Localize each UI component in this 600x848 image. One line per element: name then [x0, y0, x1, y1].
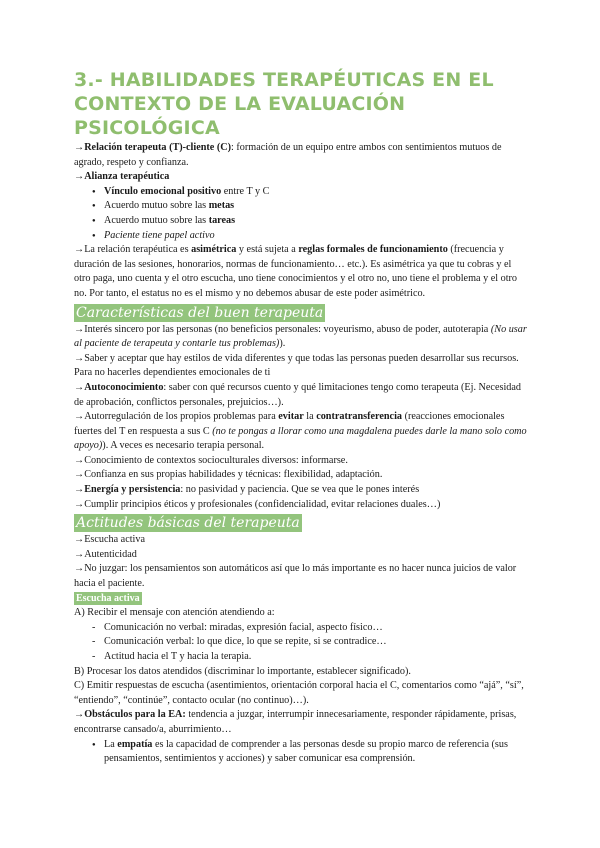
- alianza-paragraph: [74, 170, 530, 185]
- s1-p6-text: Confianza en sus propias habilidades y técnicas: flexibilidad, adaptación.: [84, 469, 383, 481]
- s1-p3-text: : saber con qué recursos cuento y qué limitaciones tengo como terapeuta (Ej. Necesidad de aprobación, conflictos personales, prejuicios…).: [74, 381, 521, 408]
- list-item: - Comunicación no verbal: miradas, expresión facial, aspecto físico…: [74, 621, 530, 636]
- arrow-icon: →: [74, 142, 85, 153]
- s2-item-text: Autenticidad: [84, 548, 137, 560]
- list-item-text: Acuerdo mutuo sobre las: [104, 200, 209, 212]
- s1-p7-text: : no pasividad y paciencia. Que se vea que le pones interés: [180, 484, 420, 496]
- s1-p8: [74, 498, 530, 513]
- list-item-italic: Paciente tiene papel activo: [104, 229, 215, 241]
- emp-text: es la capacidad de comprender a las personas desde su propio marco de referencia (sus pensamientos, sentimientos y acciones) y saber comunicar esa comprensión.: [104, 738, 508, 765]
- s1-p4-pre: Autorregulación de los propios problemas para: [84, 411, 279, 423]
- s1-p2-text: Saber y aceptar que hay estilos de vida diferentes y que todas las personas pueden desarrollar sus recursos. Para no hacerles dependientes emocionales de ti: [74, 352, 519, 379]
- subheading-escucha-activa: Escucha activa: [76, 592, 140, 604]
- relacion-paragraph: [74, 141, 530, 170]
- s2-item-text: Escucha activa: [84, 534, 145, 546]
- list-item: [74, 214, 530, 229]
- s2-item-1: [74, 533, 530, 548]
- s1-p4-mid: la: [303, 411, 317, 423]
- asim-bold-1: asimétrica: [191, 244, 237, 256]
- arrow-icon: →: [74, 352, 85, 364]
- list-item-text: entre T y C: [221, 185, 270, 197]
- obst-label: Obstáculos para la EA:: [84, 709, 186, 721]
- list-item: [74, 185, 530, 200]
- asim-bold-2: reglas formales de funcionamiento: [298, 244, 448, 256]
- empatia-list: [74, 738, 530, 767]
- arrow-icon: →: [74, 244, 85, 256]
- asim-mid: y está sujeta a: [236, 244, 299, 256]
- arrow-icon: →: [74, 411, 85, 423]
- s1-p1: [74, 323, 530, 352]
- list-item: [74, 738, 530, 767]
- asim-pre: La relación terapéutica es: [84, 244, 192, 256]
- s1-p7-bold: Energía y persistencia: [84, 484, 181, 496]
- page-title: 3.- HABILIDADES TERAPÉUTICAS EN EL CONTEXTO DE LA EVALUACIÓN PSICOLÓGICA: [74, 69, 494, 139]
- s1-p4-bold-1: evitar: [278, 411, 304, 423]
- arrow-icon: →: [74, 534, 85, 546]
- s2-p3-text: No juzgar: los pensamientos son automáticos así que lo más importante es no hacer nunca juicios de valor hacia el paciente.: [74, 563, 517, 590]
- s1-p8-text: Cumplir principios éticos y profesionales (confidencialidad, evitar relaciones duales…): [84, 498, 441, 510]
- s1-p1-text: Interés sincero por las personas (no beneficios personales: voyeurismo, abuso de poder, autoterapia: [84, 323, 491, 335]
- list-item-bold: tareas: [208, 214, 236, 226]
- alianza-label: Alianza terapéutica: [84, 171, 170, 183]
- list-item: - Comunicación verbal: lo que dice, lo que se repite, si se contradice…: [74, 635, 530, 650]
- arrow-icon: →: [74, 709, 85, 721]
- relacion-text: : formación de un equipo entre ambos con sentimientos mutuos de agrado, respeto y confianza.: [74, 142, 502, 168]
- list-item: [74, 229, 530, 244]
- alianza-list: [74, 185, 530, 243]
- list-item-bold: metas: [208, 200, 235, 212]
- s2-a: A) Recibir el mensaje con atención atendiendo a:: [74, 607, 275, 619]
- arrow-icon: →: [74, 469, 85, 481]
- asim-text: (frecuencia y duración de las sesiones, honorarios, normas de funcionamiento… etc.). Es asimétrica ya que tu cobras y el otro paga, uno cuenta y el otro escucha, uno tiene conocimientos y el otro no, uno tiene el problema y el otro no. Por tanto, el estatus no es el mismo y no debemos abusar de este poder asimétrico.: [74, 244, 518, 299]
- s1-p1-end: ).: [279, 338, 286, 350]
- s2-p3: [74, 562, 530, 591]
- s1-p3: [74, 381, 530, 410]
- s2-item-2: [74, 548, 530, 563]
- s1-p7: [74, 483, 530, 498]
- section-heading-actitudes: Actitudes básicas del terapeuta: [76, 515, 300, 532]
- s1-p4-bold-2: contratransferencia: [316, 411, 403, 423]
- section-heading-buen-terapeuta: Características del buen terapeuta: [76, 304, 324, 321]
- arrow-icon: →: [74, 381, 85, 393]
- list-item-text: Acuerdo mutuo sobre las: [104, 214, 209, 226]
- list-item-bold: Vínculo emocional positivo: [104, 185, 222, 197]
- s1-p4: [74, 410, 530, 454]
- arrow-icon: →: [74, 171, 85, 183]
- relacion-label: Relación terapeuta (T)-cliente (C): [84, 142, 232, 153]
- s2-c: C) Emitir respuestas de escucha (asentimientos, orientación corporal hacia el C, comentarios como “ajá”, “sí”, “entiendo”, “continúe”, contacto ocular (no continuo)…).: [74, 680, 524, 706]
- emp-bold: empatía: [117, 738, 153, 750]
- s1-p5-text: Conocimiento de contextos socioculturales diversos: informarse.: [84, 454, 348, 466]
- emp-pre: La: [104, 738, 118, 750]
- arrow-icon: →: [74, 454, 85, 466]
- list-item: [74, 199, 530, 214]
- arrow-icon: →: [74, 484, 85, 496]
- arrow-icon: →: [74, 548, 85, 560]
- s1-p4-end: ). A veces es necesario terapia personal.: [102, 440, 265, 452]
- list-item: - Actitud hacia el T y hacia la terapia.: [74, 650, 530, 665]
- obst-text: tendencia a juzgar, interrumpir innecesariamente, responder rápidamente, prisas, encontrarse cansado/a, aburrimiento…: [74, 709, 517, 735]
- s2-obstaculos: [74, 708, 530, 737]
- s1-p4-text: (reacciones emocionales fuertes del T en respuesta a sus C: [74, 411, 505, 437]
- arrow-icon: →: [74, 563, 85, 575]
- s2-b: B) Procesar los datos atendidos (discriminar lo importante, establecer significado).: [74, 665, 411, 677]
- s1-p2: [74, 352, 530, 381]
- s1-p4-italic: (no te pongas a llorar como una magdalena puedes darle la mano solo como apoyo): [74, 425, 527, 452]
- arrow-icon: →: [74, 498, 85, 510]
- arrow-icon: →: [74, 323, 85, 335]
- s1-p1-italic: (No usar al paciente de terapeuta y contarle tus problemas): [74, 323, 527, 350]
- a-list: [74, 621, 530, 665]
- s1-p5: [74, 454, 530, 469]
- page-content: [74, 68, 530, 767]
- s1-p3-bold: Autoconocimiento: [84, 381, 164, 393]
- s1-p6: [74, 468, 530, 483]
- asimetria-paragraph: [74, 243, 530, 301]
